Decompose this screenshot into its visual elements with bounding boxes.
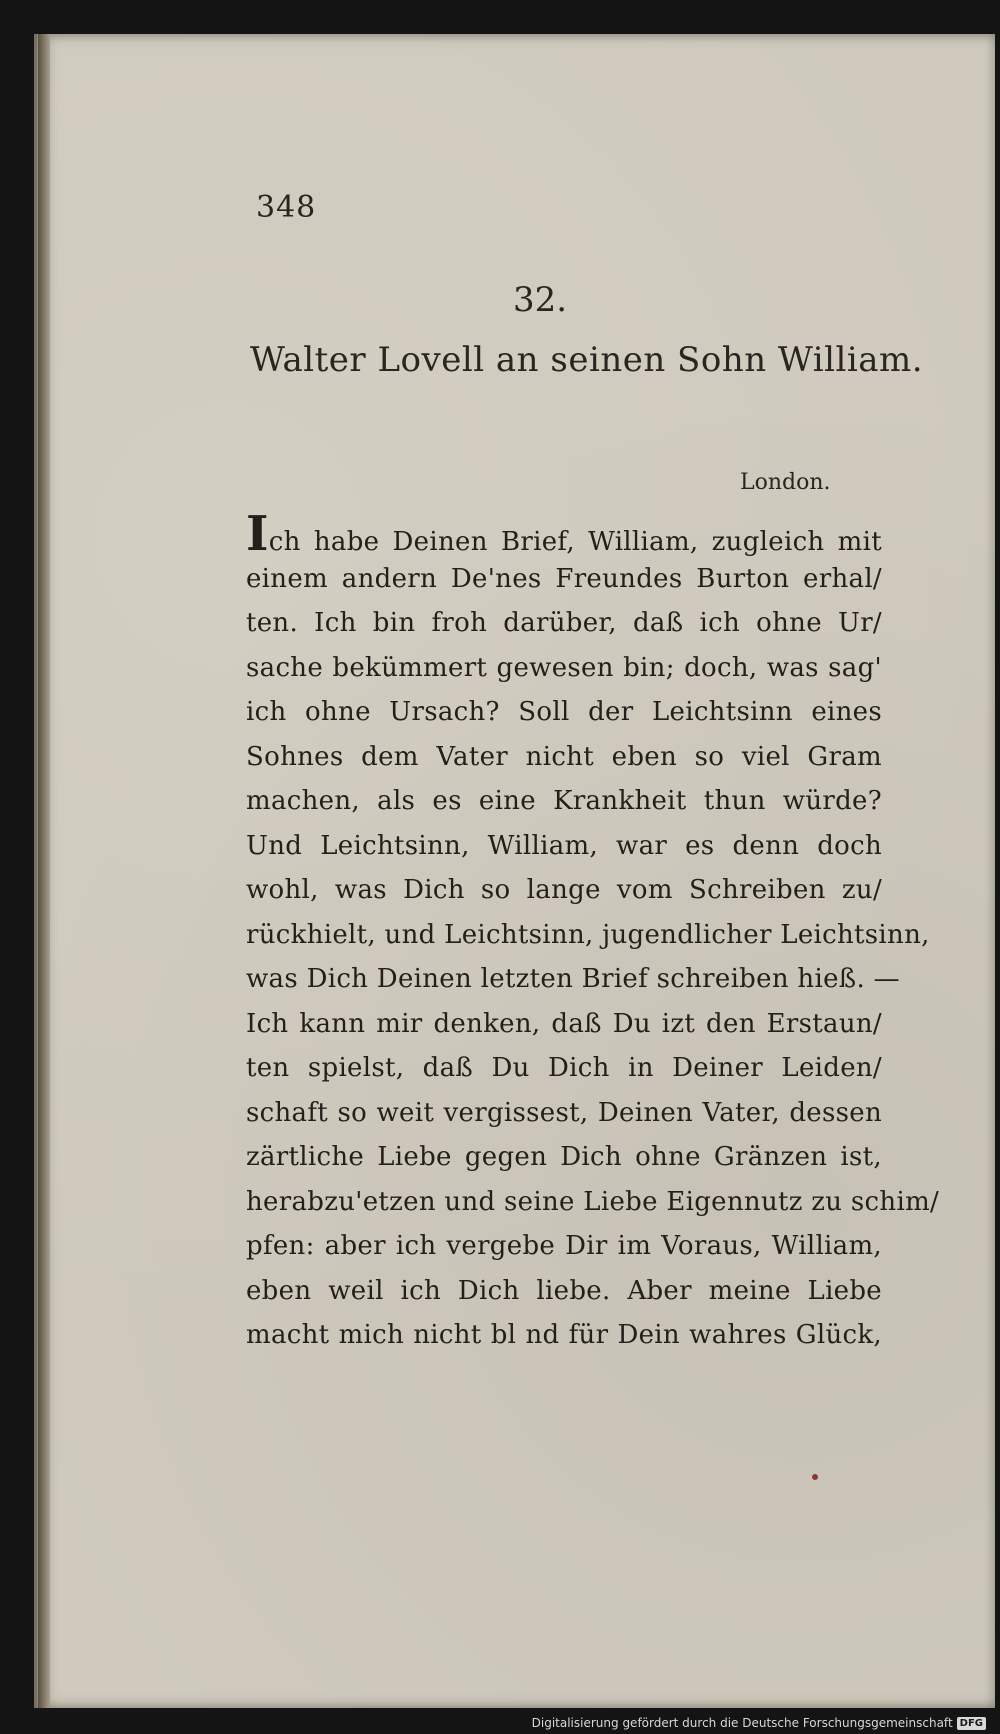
letter-body — [246, 506, 940, 1358]
text-line: wohl, was Dich so lange vom Schreiben zu/ — [246, 875, 882, 905]
digitization-footer — [532, 1716, 986, 1730]
text-line: rückhielt, und Leichtsinn, jugendlicher Leichtsinn, — [246, 919, 930, 950]
letter-place: London. — [740, 470, 831, 495]
text-line: ten spielst, daß Du Dich in Deiner Leiden/ — [246, 1053, 882, 1083]
letter-title: Walter Lovell an seinen Sohn William. — [250, 340, 924, 380]
footer-credit: Digitalisierung gefördert durch die Deutsche Forschungsgemeinschaft — [531, 1716, 953, 1730]
text-line: sache bekümmert gewesen bin; doch, was sag' — [246, 652, 882, 683]
text-line: ich ohne Ursach? Soll der Leichtsinn eines — [246, 697, 882, 727]
text-line: zärtliche Liebe gegen Dich ohne Gränzen ist, — [246, 1142, 882, 1172]
text-line: eben weil ich Dich liebe. Aber meine Liebe — [246, 1275, 882, 1306]
text-line: machen, als es eine Krankheit thun würde? — [246, 786, 882, 816]
text-line: einem andern De'nes Freundes Burton erhal/ — [246, 563, 882, 594]
ink-stain — [812, 1474, 818, 1480]
page-number: 348 — [256, 190, 317, 225]
text-line: Und Leichtsinn, William, war es denn doch — [246, 830, 882, 861]
text-line: Ich habe Deinen Brief, William, zugleich mit — [246, 506, 882, 562]
text-line: Ich kann mir denken, daß Du izt den Erstaun/ — [246, 1008, 882, 1039]
text-line: pfen: aber ich vergebe Dir im Voraus, William, — [246, 1231, 882, 1261]
text-line: Sohnes dem Vater nicht eben so viel Gram — [246, 741, 882, 772]
text-line: herabzu'etzen und seine Liebe Eigennutz zu schim/ — [246, 1186, 940, 1217]
text-line: macht mich nicht bl nd für Dein wahres Glück, — [246, 1320, 882, 1350]
text-line: schaft so weit vergissest, Deinen Vater, dessen — [246, 1097, 882, 1128]
text-line: was Dich Deinen letzten Brief schreiben hieß. — — [246, 964, 900, 994]
text-line: ten. Ich bin froh darüber, daß ich ohne Ur/ — [246, 608, 882, 638]
dfg-logo-icon: DFG — [957, 1717, 986, 1730]
letter-number: 32. — [512, 280, 568, 320]
